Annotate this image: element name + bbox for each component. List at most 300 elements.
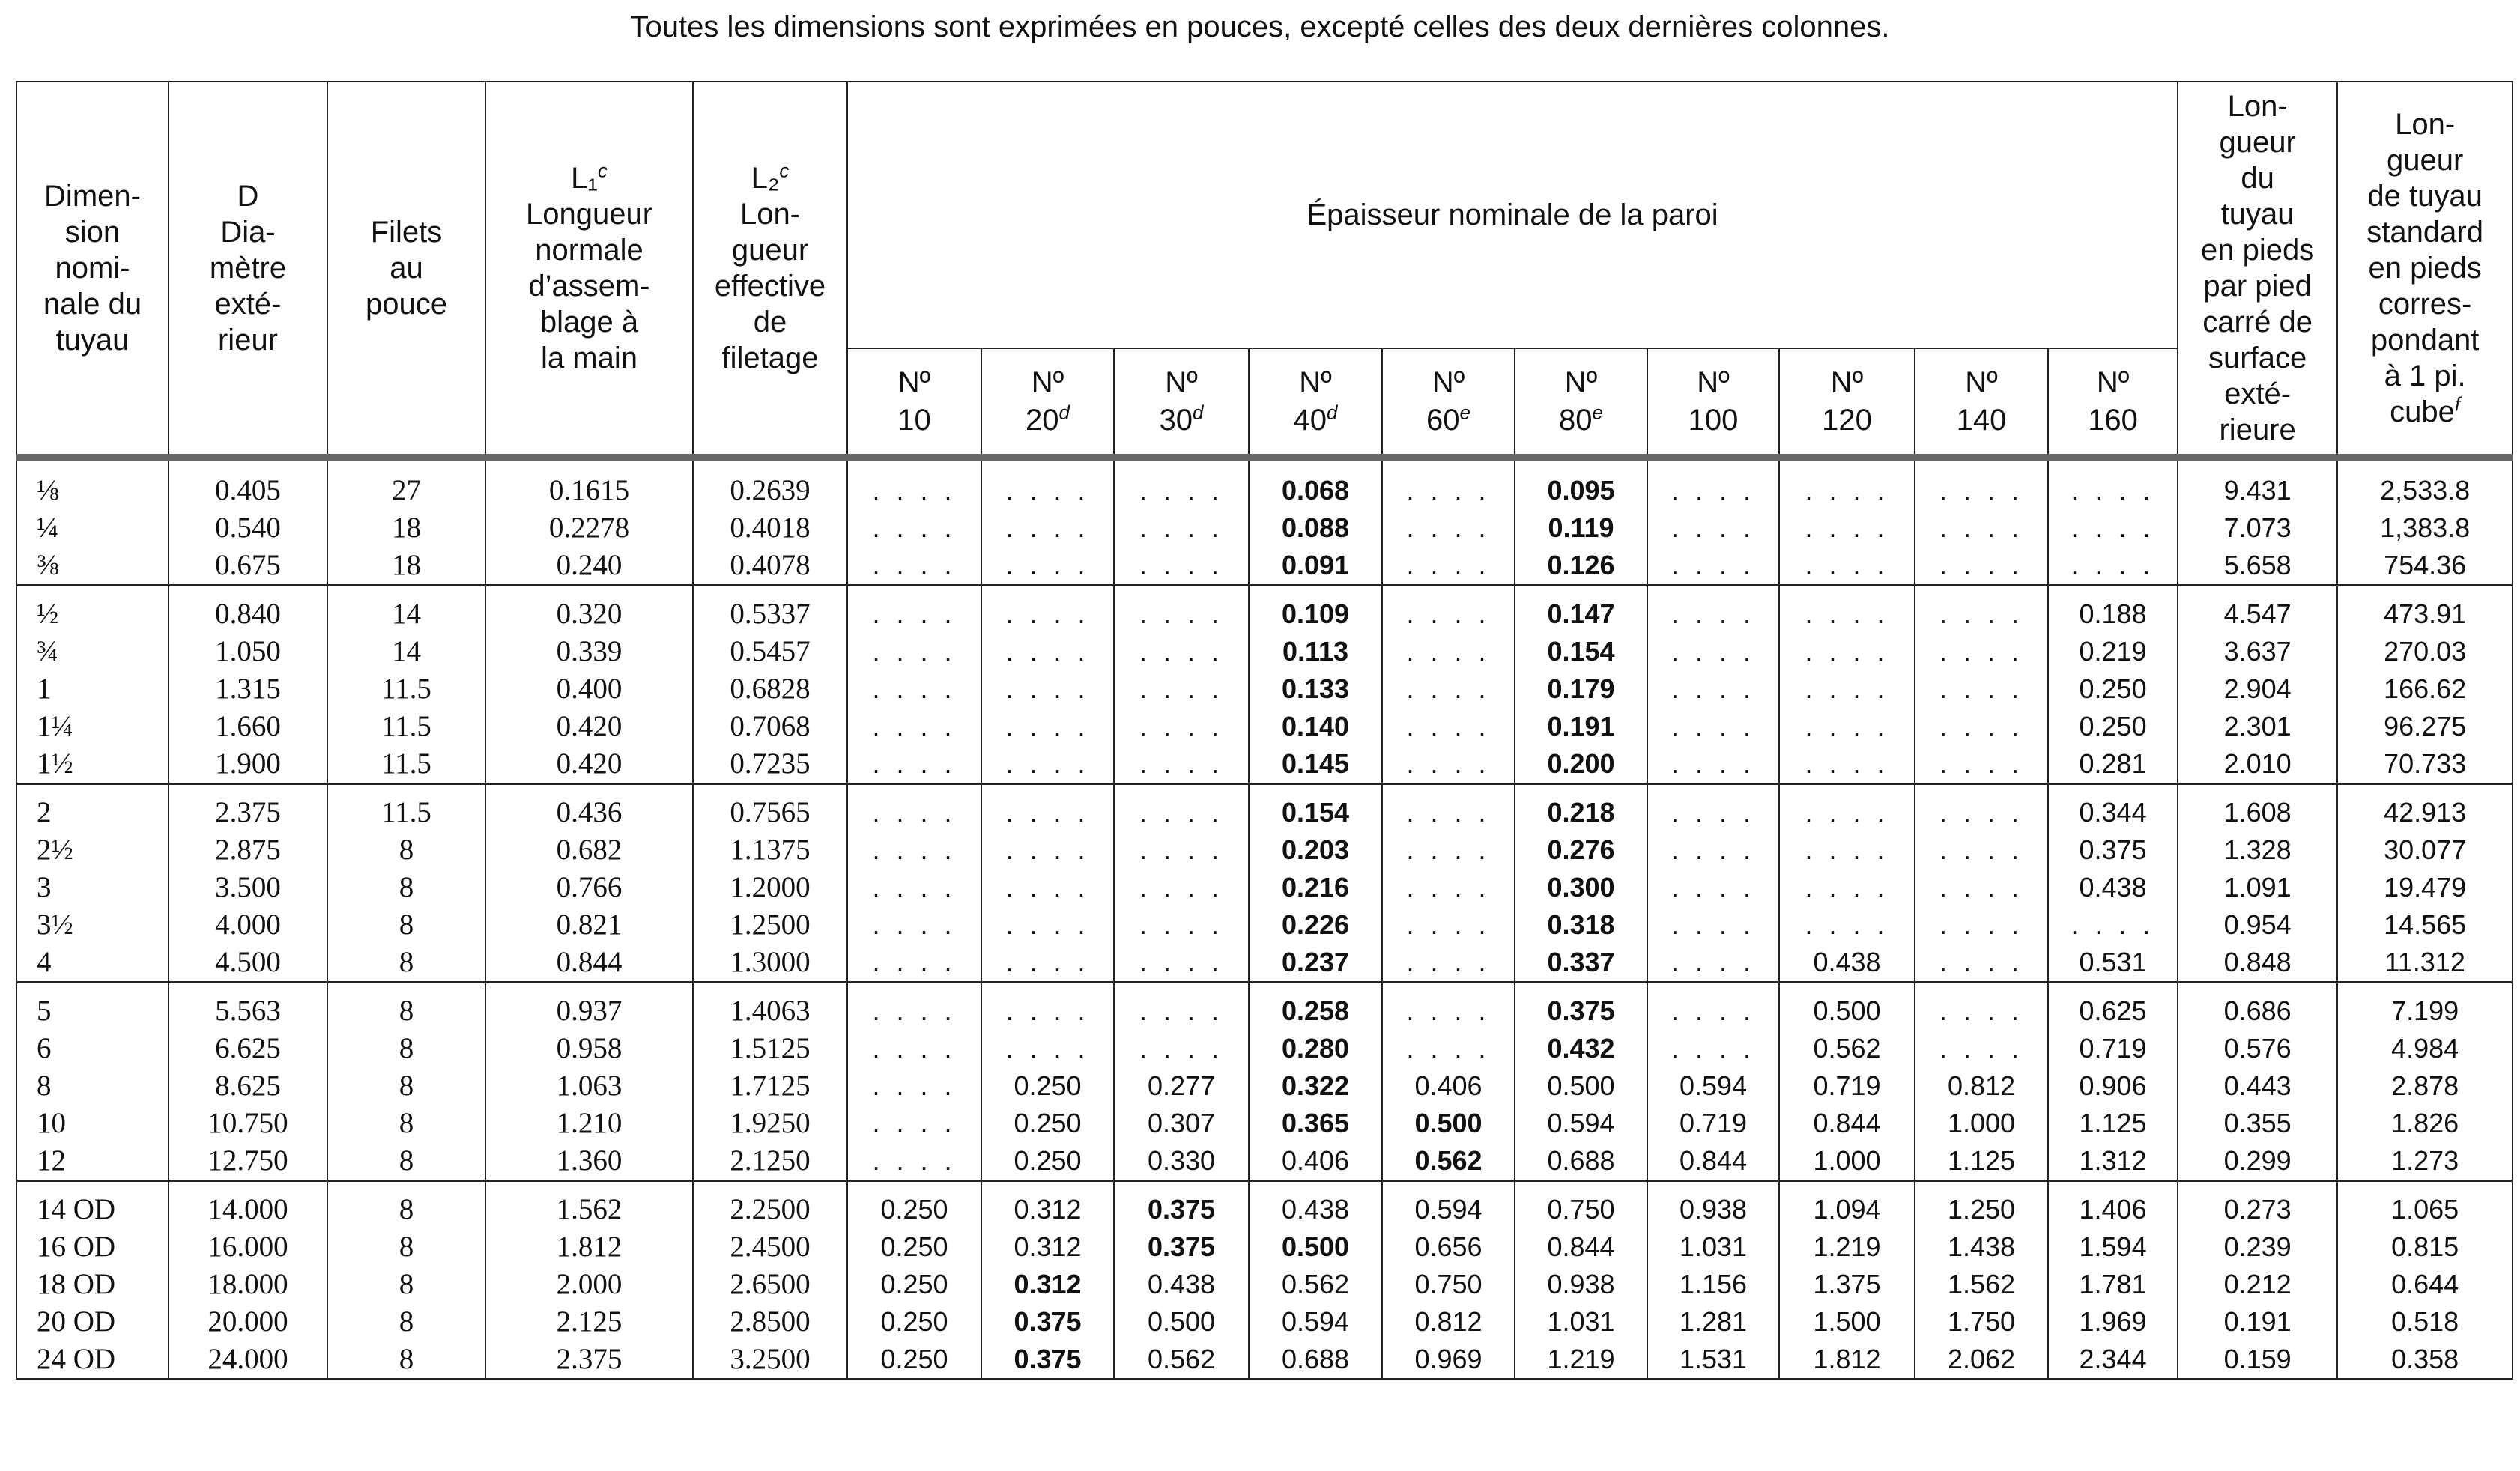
cell-length-per-volume: 473.91 bbox=[2337, 595, 2513, 633]
cell-wall-empty: . . . . bbox=[1382, 992, 1515, 1030]
cell-wall-thickness: 0.812 bbox=[1915, 1067, 2048, 1105]
cell-l1: 2.125 bbox=[485, 1303, 693, 1341]
cell-wall-thickness: 1.250 bbox=[1915, 1191, 2048, 1228]
cell-outside-diameter: 8.625 bbox=[169, 1067, 327, 1105]
cell-threads: 14 bbox=[327, 633, 485, 670]
cell-wall-empty: . . . . bbox=[1114, 547, 1249, 586]
cell-wall-empty: . . . . bbox=[1915, 745, 2048, 784]
cell-nominal-size: 18 OD bbox=[16, 1266, 169, 1303]
cell-nominal-size: ⅜ bbox=[16, 547, 169, 586]
cell-wall-thickness: 0.250 bbox=[847, 1341, 981, 1379]
cell-length-per-surface: 0.576 bbox=[2178, 1030, 2337, 1067]
cell-length-per-surface: 0.191 bbox=[2178, 1303, 2337, 1341]
table-row bbox=[16, 944, 2513, 983]
header-l1-hand-engagement: L₁$^c$ Longueur normale d’assem- blage à la main bbox=[485, 82, 693, 458]
cell-wall-thickness: 0.219 bbox=[2048, 633, 2178, 670]
cell-l2: 2.2500 bbox=[693, 1191, 847, 1228]
header-schedule-160: Nº 160 bbox=[2048, 348, 2178, 458]
cell-wall-empty: . . . . bbox=[2048, 472, 2178, 509]
cell-wall-thickness: 0.250 bbox=[2048, 670, 2178, 708]
cell-wall-empty: . . . . bbox=[981, 831, 1114, 869]
cell-wall-thickness: 0.154 bbox=[1249, 794, 1382, 831]
cell-wall-empty: . . . . bbox=[1382, 869, 1515, 906]
cell-wall-empty: . . . . bbox=[1779, 472, 1915, 509]
cell-wall-empty: . . . . bbox=[1114, 831, 1249, 869]
cell-length-per-volume: 30.077 bbox=[2337, 831, 2513, 869]
header-length-per-volume: Lon- gueur de tuyau standard en pieds corres- pondant à 1 pi. cube$^f$ bbox=[2337, 82, 2513, 458]
cell-length-per-surface: 1.091 bbox=[2178, 869, 2337, 906]
cell-wall-empty: . . . . bbox=[1114, 633, 1249, 670]
cell-wall-thickness: 0.500 bbox=[1779, 992, 1915, 1030]
cell-wall-thickness: 0.068 bbox=[1249, 472, 1382, 509]
cell-l1: 0.436 bbox=[485, 794, 693, 831]
cell-wall-empty: . . . . bbox=[1647, 595, 1779, 633]
cell-length-per-volume: 0.518 bbox=[2337, 1303, 2513, 1341]
cell-wall-empty: . . . . bbox=[2048, 509, 2178, 547]
cell-outside-diameter: 5.563 bbox=[169, 992, 327, 1030]
cell-wall-thickness: 0.258 bbox=[1249, 992, 1382, 1030]
cell-wall-thickness: 1.094 bbox=[1779, 1191, 1915, 1228]
cell-l1: 1.210 bbox=[485, 1105, 693, 1142]
cell-length-per-surface: 1.608 bbox=[2178, 794, 2337, 831]
cell-wall-thickness: 0.365 bbox=[1249, 1105, 1382, 1142]
cell-wall-empty: . . . . bbox=[1915, 670, 2048, 708]
cell-wall-thickness: 0.322 bbox=[1249, 1067, 1382, 1105]
cell-l2: 1.2000 bbox=[693, 869, 847, 906]
cell-wall-empty: . . . . bbox=[847, 831, 981, 869]
header-outside-diameter: D Dia- mètre exté- rieur bbox=[169, 82, 327, 458]
cell-length-per-volume: 1.273 bbox=[2337, 1142, 2513, 1181]
header-l2-effective-thread: L₂$^c$ Lon- gueur effective de filetage bbox=[693, 82, 847, 458]
cell-wall-thickness: 0.250 bbox=[2048, 708, 2178, 745]
cell-wall-thickness: 0.531 bbox=[2048, 944, 2178, 983]
cell-l2: 1.1375 bbox=[693, 831, 847, 869]
cell-wall-thickness: 1.781 bbox=[2048, 1266, 2178, 1303]
cell-wall-empty: . . . . bbox=[847, 670, 981, 708]
cell-wall-thickness: 0.237 bbox=[1249, 944, 1382, 983]
cell-threads: 8 bbox=[327, 1067, 485, 1105]
cell-wall-thickness: 1.156 bbox=[1647, 1266, 1779, 1303]
cell-wall-thickness: 0.375 bbox=[1114, 1228, 1249, 1266]
cell-wall-thickness: 0.250 bbox=[981, 1142, 1114, 1181]
cell-threads: 8 bbox=[327, 1228, 485, 1266]
cell-length-per-volume: 96.275 bbox=[2337, 708, 2513, 745]
cell-length-per-surface: 5.658 bbox=[2178, 547, 2337, 586]
cell-wall-thickness: 2.062 bbox=[1915, 1341, 2048, 1379]
header-schedule-120: Nº 120 bbox=[1779, 348, 1915, 458]
cell-l2: 0.6828 bbox=[693, 670, 847, 708]
cell-outside-diameter: 2.375 bbox=[169, 794, 327, 831]
cell-wall-empty: . . . . bbox=[981, 595, 1114, 633]
cell-l1: 0.766 bbox=[485, 869, 693, 906]
cell-wall-empty: . . . . bbox=[1382, 547, 1515, 586]
cell-wall-empty: . . . . bbox=[1382, 1030, 1515, 1067]
cell-outside-diameter: 2.875 bbox=[169, 831, 327, 869]
table-row bbox=[16, 992, 2513, 1030]
cell-wall-empty: . . . . bbox=[1779, 869, 1915, 906]
cell-outside-diameter: 18.000 bbox=[169, 1266, 327, 1303]
cell-length-per-surface: 4.547 bbox=[2178, 595, 2337, 633]
cell-nominal-size: 1 bbox=[16, 670, 169, 708]
cell-wall-empty: . . . . bbox=[847, 547, 981, 586]
cell-wall-empty: . . . . bbox=[1382, 472, 1515, 509]
cell-wall-empty: . . . . bbox=[1779, 595, 1915, 633]
cell-wall-thickness: 0.500 bbox=[1114, 1303, 1249, 1341]
cell-outside-diameter: 0.675 bbox=[169, 547, 327, 586]
cell-l2: 0.4018 bbox=[693, 509, 847, 547]
cell-wall-empty: . . . . bbox=[1647, 745, 1779, 784]
cell-wall-thickness: 0.594 bbox=[1515, 1105, 1647, 1142]
table-row bbox=[16, 745, 2513, 784]
cell-wall-empty: . . . . bbox=[1382, 670, 1515, 708]
cell-length-per-volume: 270.03 bbox=[2337, 633, 2513, 670]
cell-wall-empty: . . . . bbox=[981, 992, 1114, 1030]
cell-wall-thickness: 0.119 bbox=[1515, 509, 1647, 547]
cell-wall-empty: . . . . bbox=[847, 869, 981, 906]
cell-wall-thickness: 1.125 bbox=[2048, 1105, 2178, 1142]
cell-wall-empty: . . . . bbox=[847, 509, 981, 547]
cell-wall-thickness: 0.938 bbox=[1647, 1191, 1779, 1228]
cell-nominal-size: 5 bbox=[16, 992, 169, 1030]
cell-wall-thickness: 0.562 bbox=[1114, 1341, 1249, 1379]
header-schedule-140: Nº 140 bbox=[1915, 348, 2048, 458]
cell-nominal-size: ⅛ bbox=[16, 472, 169, 509]
cell-outside-diameter: 24.000 bbox=[169, 1341, 327, 1379]
cell-wall-thickness: 0.656 bbox=[1382, 1228, 1515, 1266]
cell-l1: 0.1615 bbox=[485, 472, 693, 509]
cell-wall-empty: . . . . bbox=[1382, 794, 1515, 831]
cell-wall-empty: . . . . bbox=[1114, 745, 1249, 784]
cell-wall-empty: . . . . bbox=[1915, 992, 2048, 1030]
cell-wall-thickness: 1.000 bbox=[1779, 1142, 1915, 1181]
cell-wall-thickness: 0.250 bbox=[981, 1067, 1114, 1105]
cell-l1: 0.682 bbox=[485, 831, 693, 869]
cell-length-per-surface: 0.299 bbox=[2178, 1142, 2337, 1181]
table-row bbox=[16, 1228, 2513, 1266]
cell-l1: 0.937 bbox=[485, 992, 693, 1030]
cell-length-per-surface: 0.355 bbox=[2178, 1105, 2337, 1142]
cell-nominal-size: 20 OD bbox=[16, 1303, 169, 1341]
cell-wall-thickness: 0.126 bbox=[1515, 547, 1647, 586]
cell-wall-thickness: 0.203 bbox=[1249, 831, 1382, 869]
cell-wall-thickness: 1.406 bbox=[2048, 1191, 2178, 1228]
cell-threads: 8 bbox=[327, 1266, 485, 1303]
cell-wall-empty: . . . . bbox=[1114, 708, 1249, 745]
cell-wall-thickness: 1.281 bbox=[1647, 1303, 1779, 1341]
cell-outside-diameter: 3.500 bbox=[169, 869, 327, 906]
cell-length-per-volume: 166.62 bbox=[2337, 670, 2513, 708]
cell-wall-thickness: 1.375 bbox=[1779, 1266, 1915, 1303]
cell-wall-empty: . . . . bbox=[981, 794, 1114, 831]
cell-wall-thickness: 0.344 bbox=[2048, 794, 2178, 831]
cell-nominal-size: 1½ bbox=[16, 745, 169, 784]
cell-wall-thickness: 0.375 bbox=[981, 1303, 1114, 1341]
table-row bbox=[16, 670, 2513, 708]
cell-threads: 11.5 bbox=[327, 794, 485, 831]
cell-wall-thickness: 1.750 bbox=[1915, 1303, 2048, 1341]
cell-wall-thickness: 0.281 bbox=[2048, 745, 2178, 784]
cell-wall-thickness: 0.750 bbox=[1382, 1266, 1515, 1303]
cell-length-per-surface: 0.443 bbox=[2178, 1067, 2337, 1105]
cell-wall-empty: . . . . bbox=[1647, 670, 1779, 708]
table-row bbox=[16, 1030, 2513, 1067]
cell-wall-empty: . . . . bbox=[1647, 509, 1779, 547]
cell-wall-thickness: 0.218 bbox=[1515, 794, 1647, 831]
cell-l2: 0.5337 bbox=[693, 595, 847, 633]
cell-wall-empty: . . . . bbox=[981, 1030, 1114, 1067]
cell-wall-thickness: 0.594 bbox=[1382, 1191, 1515, 1228]
cell-l1: 0.320 bbox=[485, 595, 693, 633]
cell-nominal-size: 2½ bbox=[16, 831, 169, 869]
cell-wall-empty: . . . . bbox=[847, 794, 981, 831]
cell-wall-empty: . . . . bbox=[981, 509, 1114, 547]
cell-wall-thickness: 2.344 bbox=[2048, 1341, 2178, 1379]
cell-wall-empty: . . . . bbox=[1915, 1030, 2048, 1067]
cell-wall-thickness: 0.191 bbox=[1515, 708, 1647, 745]
table-row bbox=[16, 633, 2513, 670]
cell-nominal-size: 8 bbox=[16, 1067, 169, 1105]
cell-wall-empty: . . . . bbox=[1114, 869, 1249, 906]
cell-l2: 1.2500 bbox=[693, 906, 847, 944]
table-row bbox=[16, 1266, 2513, 1303]
cell-length-per-volume: 42.913 bbox=[2337, 794, 2513, 831]
cell-wall-empty: . . . . bbox=[1915, 472, 2048, 509]
cell-wall-thickness: 1.531 bbox=[1647, 1341, 1779, 1379]
cell-wall-thickness: 0.969 bbox=[1382, 1341, 1515, 1379]
cell-wall-thickness: 0.688 bbox=[1515, 1142, 1647, 1181]
cell-wall-thickness: 0.145 bbox=[1249, 745, 1382, 784]
cell-wall-empty: . . . . bbox=[1114, 794, 1249, 831]
cell-threads: 8 bbox=[327, 869, 485, 906]
cell-wall-thickness: 0.300 bbox=[1515, 869, 1647, 906]
cell-wall-empty: . . . . bbox=[847, 708, 981, 745]
cell-wall-empty: . . . . bbox=[981, 944, 1114, 983]
cell-length-per-volume: 11.312 bbox=[2337, 944, 2513, 983]
cell-wall-empty: . . . . bbox=[1779, 906, 1915, 944]
cell-wall-thickness: 1.594 bbox=[2048, 1228, 2178, 1266]
cell-nominal-size: 14 OD bbox=[16, 1191, 169, 1228]
cell-wall-empty: . . . . bbox=[847, 944, 981, 983]
table-body bbox=[16, 458, 2513, 1379]
cell-wall-thickness: 0.844 bbox=[1779, 1105, 1915, 1142]
cell-wall-empty: . . . . bbox=[1382, 831, 1515, 869]
table-row bbox=[16, 1142, 2513, 1181]
cell-length-per-volume: 19.479 bbox=[2337, 869, 2513, 906]
cell-length-per-volume: 0.358 bbox=[2337, 1341, 2513, 1379]
cell-wall-thickness: 0.438 bbox=[1779, 944, 1915, 983]
cell-wall-thickness: 0.844 bbox=[1647, 1142, 1779, 1181]
cell-length-per-volume: 1,383.8 bbox=[2337, 509, 2513, 547]
cell-length-per-surface: 3.637 bbox=[2178, 633, 2337, 670]
cell-wall-empty: . . . . bbox=[1647, 906, 1779, 944]
cell-l2: 1.3000 bbox=[693, 944, 847, 983]
cell-wall-empty: . . . . bbox=[981, 906, 1114, 944]
cell-wall-empty: . . . . bbox=[1915, 944, 2048, 983]
header-length-per-surface: Lon- gueur du tuyau en pieds par pied carré de surface exté- rieure bbox=[2178, 82, 2337, 458]
cell-wall-empty: . . . . bbox=[1915, 633, 2048, 670]
cell-wall-thickness: 0.688 bbox=[1249, 1341, 1382, 1379]
cell-threads: 8 bbox=[327, 1105, 485, 1142]
cell-wall-thickness: 0.337 bbox=[1515, 944, 1647, 983]
cell-wall-thickness: 0.594 bbox=[1647, 1067, 1779, 1105]
cell-nominal-size: 1¼ bbox=[16, 708, 169, 745]
cell-threads: 8 bbox=[327, 1191, 485, 1228]
cell-wall-thickness: 0.312 bbox=[981, 1191, 1114, 1228]
cell-wall-thickness: 0.562 bbox=[1779, 1030, 1915, 1067]
cell-wall-thickness: 1.500 bbox=[1779, 1303, 1915, 1341]
table-row bbox=[16, 472, 2513, 509]
header-wall-thickness-group: Épaisseur nominale de la paroi bbox=[847, 82, 2178, 348]
cell-l1: 0.958 bbox=[485, 1030, 693, 1067]
cell-l2: 1.7125 bbox=[693, 1067, 847, 1105]
cell-outside-diameter: 4.500 bbox=[169, 944, 327, 983]
table-caption: Toutes les dimensions sont exprimées en pouces, excepté celles des deux dernières colonnes. bbox=[630, 10, 1890, 43]
cell-outside-diameter: 1.315 bbox=[169, 670, 327, 708]
cell-wall-empty: . . . . bbox=[1915, 509, 2048, 547]
cell-wall-thickness: 1.562 bbox=[1915, 1266, 2048, 1303]
cell-wall-empty: . . . . bbox=[981, 708, 1114, 745]
cell-wall-empty: . . . . bbox=[1647, 831, 1779, 869]
cell-wall-thickness: 0.719 bbox=[1647, 1105, 1779, 1142]
cell-wall-empty: . . . . bbox=[1382, 509, 1515, 547]
cell-wall-empty: . . . . bbox=[1382, 906, 1515, 944]
cell-wall-thickness: 0.406 bbox=[1382, 1067, 1515, 1105]
cell-length-per-volume: 754.36 bbox=[2337, 547, 2513, 586]
cell-wall-empty: . . . . bbox=[1114, 992, 1249, 1030]
cell-wall-thickness: 0.280 bbox=[1249, 1030, 1382, 1067]
cell-length-per-volume: 2,533.8 bbox=[2337, 472, 2513, 509]
table-row bbox=[16, 794, 2513, 831]
cell-length-per-volume: 0.644 bbox=[2337, 1266, 2513, 1303]
cell-nominal-size: 4 bbox=[16, 944, 169, 983]
cell-outside-diameter: 16.000 bbox=[169, 1228, 327, 1266]
cell-wall-thickness: 0.154 bbox=[1515, 633, 1647, 670]
cell-threads: 27 bbox=[327, 472, 485, 509]
cell-outside-diameter: 0.405 bbox=[169, 472, 327, 509]
cell-wall-empty: . . . . bbox=[981, 633, 1114, 670]
cell-wall-empty: . . . . bbox=[1114, 944, 1249, 983]
cell-l1: 2.375 bbox=[485, 1341, 693, 1379]
cell-outside-diameter: 4.000 bbox=[169, 906, 327, 944]
cell-wall-empty: . . . . bbox=[1647, 944, 1779, 983]
cell-l1: 0.420 bbox=[485, 708, 693, 745]
cell-nominal-size: ¾ bbox=[16, 633, 169, 670]
cell-wall-empty: . . . . bbox=[981, 472, 1114, 509]
cell-wall-thickness: 1.812 bbox=[1779, 1341, 1915, 1379]
cell-wall-empty: . . . . bbox=[981, 547, 1114, 586]
cell-wall-thickness: 0.133 bbox=[1249, 670, 1382, 708]
cell-wall-thickness: 0.276 bbox=[1515, 831, 1647, 869]
cell-length-per-volume: 0.815 bbox=[2337, 1228, 2513, 1266]
cell-wall-empty: . . . . bbox=[847, 1142, 981, 1181]
cell-nominal-size: 6 bbox=[16, 1030, 169, 1067]
cell-wall-empty: . . . . bbox=[1779, 831, 1915, 869]
cell-nominal-size: 24 OD bbox=[16, 1341, 169, 1379]
cell-outside-diameter: 14.000 bbox=[169, 1191, 327, 1228]
cell-threads: 8 bbox=[327, 1341, 485, 1379]
cell-wall-thickness: 0.500 bbox=[1515, 1067, 1647, 1105]
cell-l2: 1.5125 bbox=[693, 1030, 847, 1067]
cell-wall-thickness: 0.200 bbox=[1515, 745, 1647, 784]
header-threads-per-inch: Filets au pouce bbox=[327, 82, 485, 458]
cell-l2: 0.4078 bbox=[693, 547, 847, 586]
cell-l1: 0.400 bbox=[485, 670, 693, 708]
cell-length-per-volume: 14.565 bbox=[2337, 906, 2513, 944]
cell-outside-diameter: 0.840 bbox=[169, 595, 327, 633]
cell-wall-empty: . . . . bbox=[847, 595, 981, 633]
cell-wall-empty: . . . . bbox=[1647, 992, 1779, 1030]
cell-wall-thickness: 0.095 bbox=[1515, 472, 1647, 509]
cell-wall-thickness: 1.219 bbox=[1515, 1341, 1647, 1379]
cell-l1: 0.240 bbox=[485, 547, 693, 586]
cell-l2: 2.6500 bbox=[693, 1266, 847, 1303]
cell-wall-empty: . . . . bbox=[1915, 869, 2048, 906]
cell-wall-empty: . . . . bbox=[847, 472, 981, 509]
cell-wall-empty: . . . . bbox=[1915, 595, 2048, 633]
cell-wall-thickness: 1.969 bbox=[2048, 1303, 2178, 1341]
table-row bbox=[16, 1303, 2513, 1341]
cell-threads: 11.5 bbox=[327, 745, 485, 784]
cell-wall-thickness: 0.179 bbox=[1515, 670, 1647, 708]
cell-length-per-surface: 1.328 bbox=[2178, 831, 2337, 869]
cell-wall-empty: . . . . bbox=[1915, 906, 2048, 944]
cell-l1: 1.562 bbox=[485, 1191, 693, 1228]
cell-wall-thickness: 0.277 bbox=[1114, 1067, 1249, 1105]
cell-wall-thickness: 0.719 bbox=[1779, 1067, 1915, 1105]
cell-wall-thickness: 0.906 bbox=[2048, 1067, 2178, 1105]
table-row bbox=[16, 1067, 2513, 1105]
cell-wall-empty: . . . . bbox=[1114, 509, 1249, 547]
header-schedule-60: Nº 60e bbox=[1382, 348, 1515, 458]
cell-threads: 18 bbox=[327, 509, 485, 547]
cell-threads: 8 bbox=[327, 1030, 485, 1067]
cell-wall-thickness: 1.125 bbox=[1915, 1142, 2048, 1181]
cell-wall-thickness: 0.375 bbox=[2048, 831, 2178, 869]
cell-length-per-volume: 70.733 bbox=[2337, 745, 2513, 784]
cell-l2: 3.2500 bbox=[693, 1341, 847, 1379]
table-row bbox=[16, 509, 2513, 547]
cell-threads: 8 bbox=[327, 906, 485, 944]
cell-wall-empty: . . . . bbox=[1382, 708, 1515, 745]
cell-length-per-surface: 0.273 bbox=[2178, 1191, 2337, 1228]
cell-wall-thickness: 0.307 bbox=[1114, 1105, 1249, 1142]
cell-wall-empty: . . . . bbox=[1114, 472, 1249, 509]
cell-outside-diameter: 1.900 bbox=[169, 745, 327, 784]
cell-wall-thickness: 0.432 bbox=[1515, 1030, 1647, 1067]
cell-wall-empty: . . . . bbox=[1647, 708, 1779, 745]
cell-wall-thickness: 0.562 bbox=[1249, 1266, 1382, 1303]
cell-l1: 2.000 bbox=[485, 1266, 693, 1303]
cell-length-per-surface: 2.904 bbox=[2178, 670, 2337, 708]
cell-outside-diameter: 10.750 bbox=[169, 1105, 327, 1142]
cell-wall-empty: . . . . bbox=[847, 906, 981, 944]
cell-l2: 1.9250 bbox=[693, 1105, 847, 1142]
cell-wall-thickness: 0.250 bbox=[847, 1228, 981, 1266]
cell-wall-thickness: 0.438 bbox=[2048, 869, 2178, 906]
cell-wall-thickness: 0.113 bbox=[1249, 633, 1382, 670]
cell-l1: 1.360 bbox=[485, 1142, 693, 1181]
cell-wall-empty: . . . . bbox=[1779, 547, 1915, 586]
cell-wall-thickness: 0.318 bbox=[1515, 906, 1647, 944]
cell-wall-empty: . . . . bbox=[2048, 547, 2178, 586]
cell-threads: 8 bbox=[327, 1142, 485, 1181]
cell-wall-thickness: 0.088 bbox=[1249, 509, 1382, 547]
cell-wall-empty: . . . . bbox=[981, 670, 1114, 708]
cell-wall-empty: . . . . bbox=[847, 1067, 981, 1105]
cell-outside-diameter: 1.050 bbox=[169, 633, 327, 670]
table-row bbox=[16, 869, 2513, 906]
cell-threads: 8 bbox=[327, 831, 485, 869]
